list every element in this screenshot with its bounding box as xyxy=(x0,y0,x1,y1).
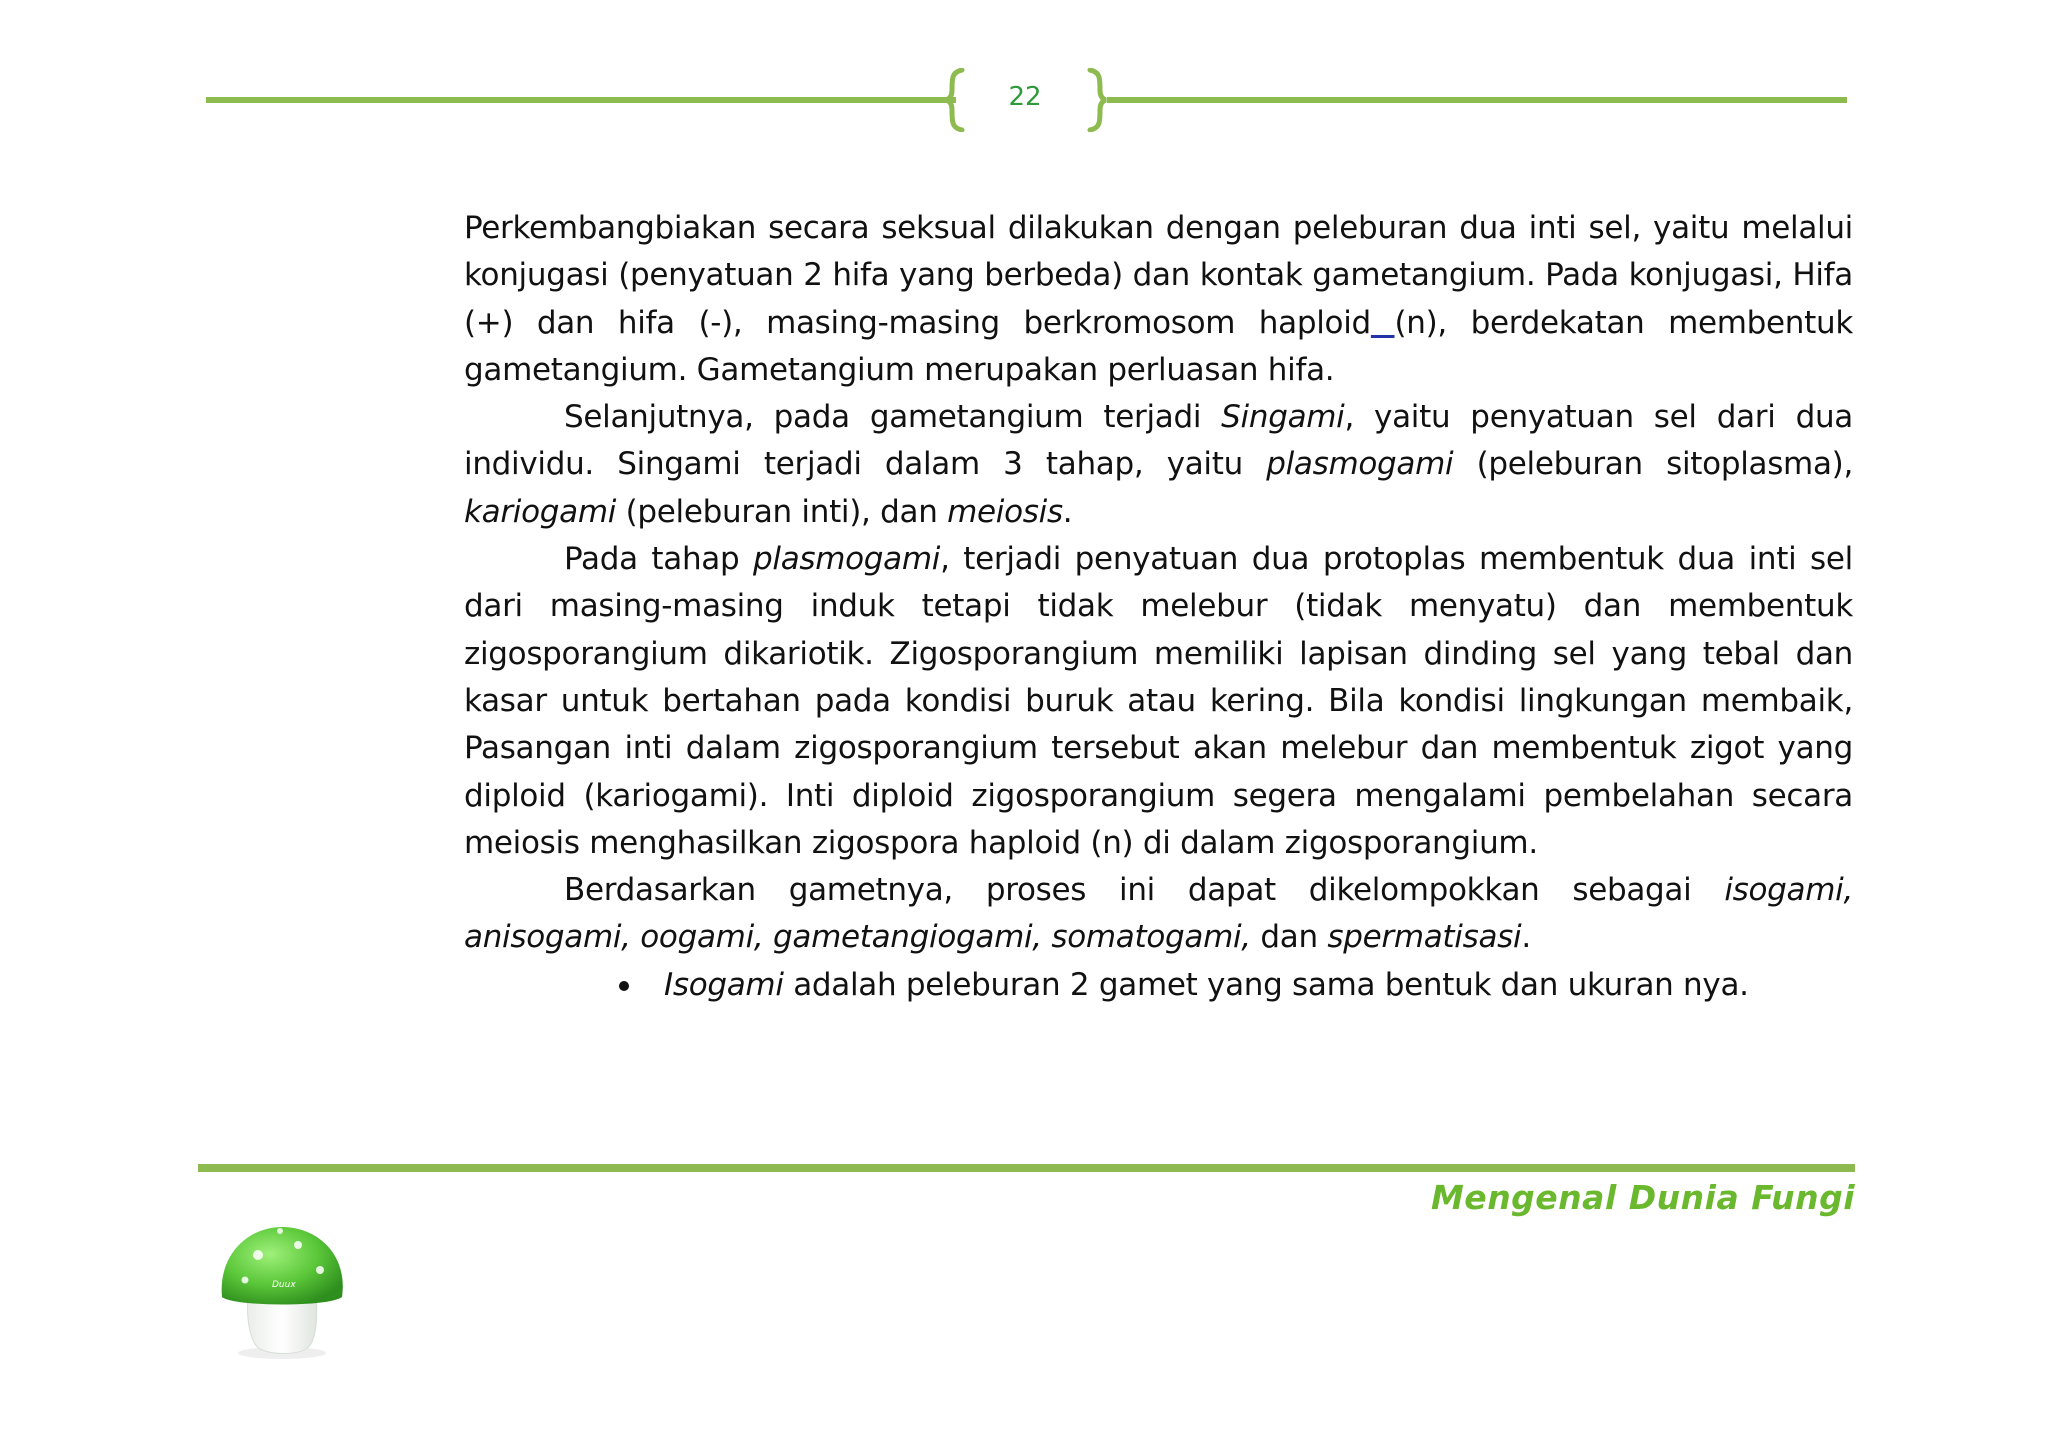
header-rule-left xyxy=(206,97,956,103)
page-number: 22 xyxy=(1008,82,1042,112)
header-rule-right xyxy=(1107,97,1847,103)
paragraph-plasmogami xyxy=(464,536,1853,867)
term-kariogami: kariogami xyxy=(464,493,617,530)
text-run: dan xyxy=(1250,919,1328,956)
mushroom-brand-text: Duux xyxy=(272,1280,296,1290)
text-run: Perkembangbiakan secara seksual dilakukan dengan peleburan dua inti sel, yaitu melalui konjugasi (penyatuan 2 hifa yang berbeda) dan kontak gametangium. Pada konjugasi, Hifa (+) dan hifa (-), masing-masing berkromosom haploid xyxy=(464,210,1853,341)
term-isogami: Isogami xyxy=(664,966,784,1003)
text-run: (peleburan inti), dan xyxy=(616,493,948,530)
text-run: . xyxy=(1062,493,1073,530)
footer-rule xyxy=(198,1164,1855,1172)
bullet-dot-icon xyxy=(619,981,629,991)
paragraph-gamet xyxy=(464,867,1853,962)
text-run: Pada tahap xyxy=(564,541,753,578)
term-list: isogami, anisogami, oogami, gametangiogami, somatogami, xyxy=(464,872,1853,956)
text-run: Berdasarkan gametnya, proses ini dapat dikelompokkan sebagai xyxy=(564,872,1725,909)
bullet-item-isogami xyxy=(464,962,1853,1009)
right-brace-ornament xyxy=(1086,68,1108,132)
term-spermatisasi: spermatisasi xyxy=(1327,919,1522,956)
bullet-text: adalah peleburan 2 gamet yang sama bentuk dan ukuran nya. xyxy=(783,966,1749,1003)
text-run: , yaitu penyatuan sel dari dua individu. Singami terjadi dalam 3 tahap, yaitu xyxy=(464,399,1853,483)
text-run: . xyxy=(1521,919,1531,956)
link-underscore-mark xyxy=(1371,305,1395,341)
text-run: (n), berdekatan membentuk gametangium. Gametangium merupakan perluasan hifa. xyxy=(464,304,1854,388)
term-plasmogami: plasmogami xyxy=(753,541,941,578)
mushroom-icon xyxy=(210,1215,360,1365)
bullet-list xyxy=(464,962,1853,1009)
text-run: (peleburan sitoplasma), xyxy=(1453,446,1853,483)
paragraph-singami xyxy=(464,394,1853,536)
paragraph-reproduksi-seksual xyxy=(464,205,1853,394)
term-meiosis: meiosis xyxy=(947,493,1063,530)
body-text xyxy=(464,205,1853,1009)
term-plasmogami: plasmogami xyxy=(1266,446,1454,483)
text-run: Selanjutnya, pada gametangium terjadi xyxy=(564,399,1222,436)
text-run: , terjadi penyatuan dua protoplas membentuk dua inti sel dari masing-masing induk tetapi tidak melebur (tidak menyatu) dan membentuk zigosporangium dikariotik. Zigosporangium memiliki lapisan dinding sel yang tebal dan kasar untuk bertahan pada kondisi buruk atau kering. Bila kondisi lingkungan membaik, Pasangan inti dalam zigosporangium tersebut akan melebur dan membentuk zigot yang diploid (kariogami). Inti diploid zigosporangium segera mengalami pembelahan secara meiosis menghasilkan zigospora haploid (n) di dalam zigosporangium. xyxy=(464,541,1853,861)
footer-book-title: Mengenal Dunia Fungi xyxy=(1430,1178,1855,1217)
term-singami: Singami xyxy=(1221,399,1345,436)
